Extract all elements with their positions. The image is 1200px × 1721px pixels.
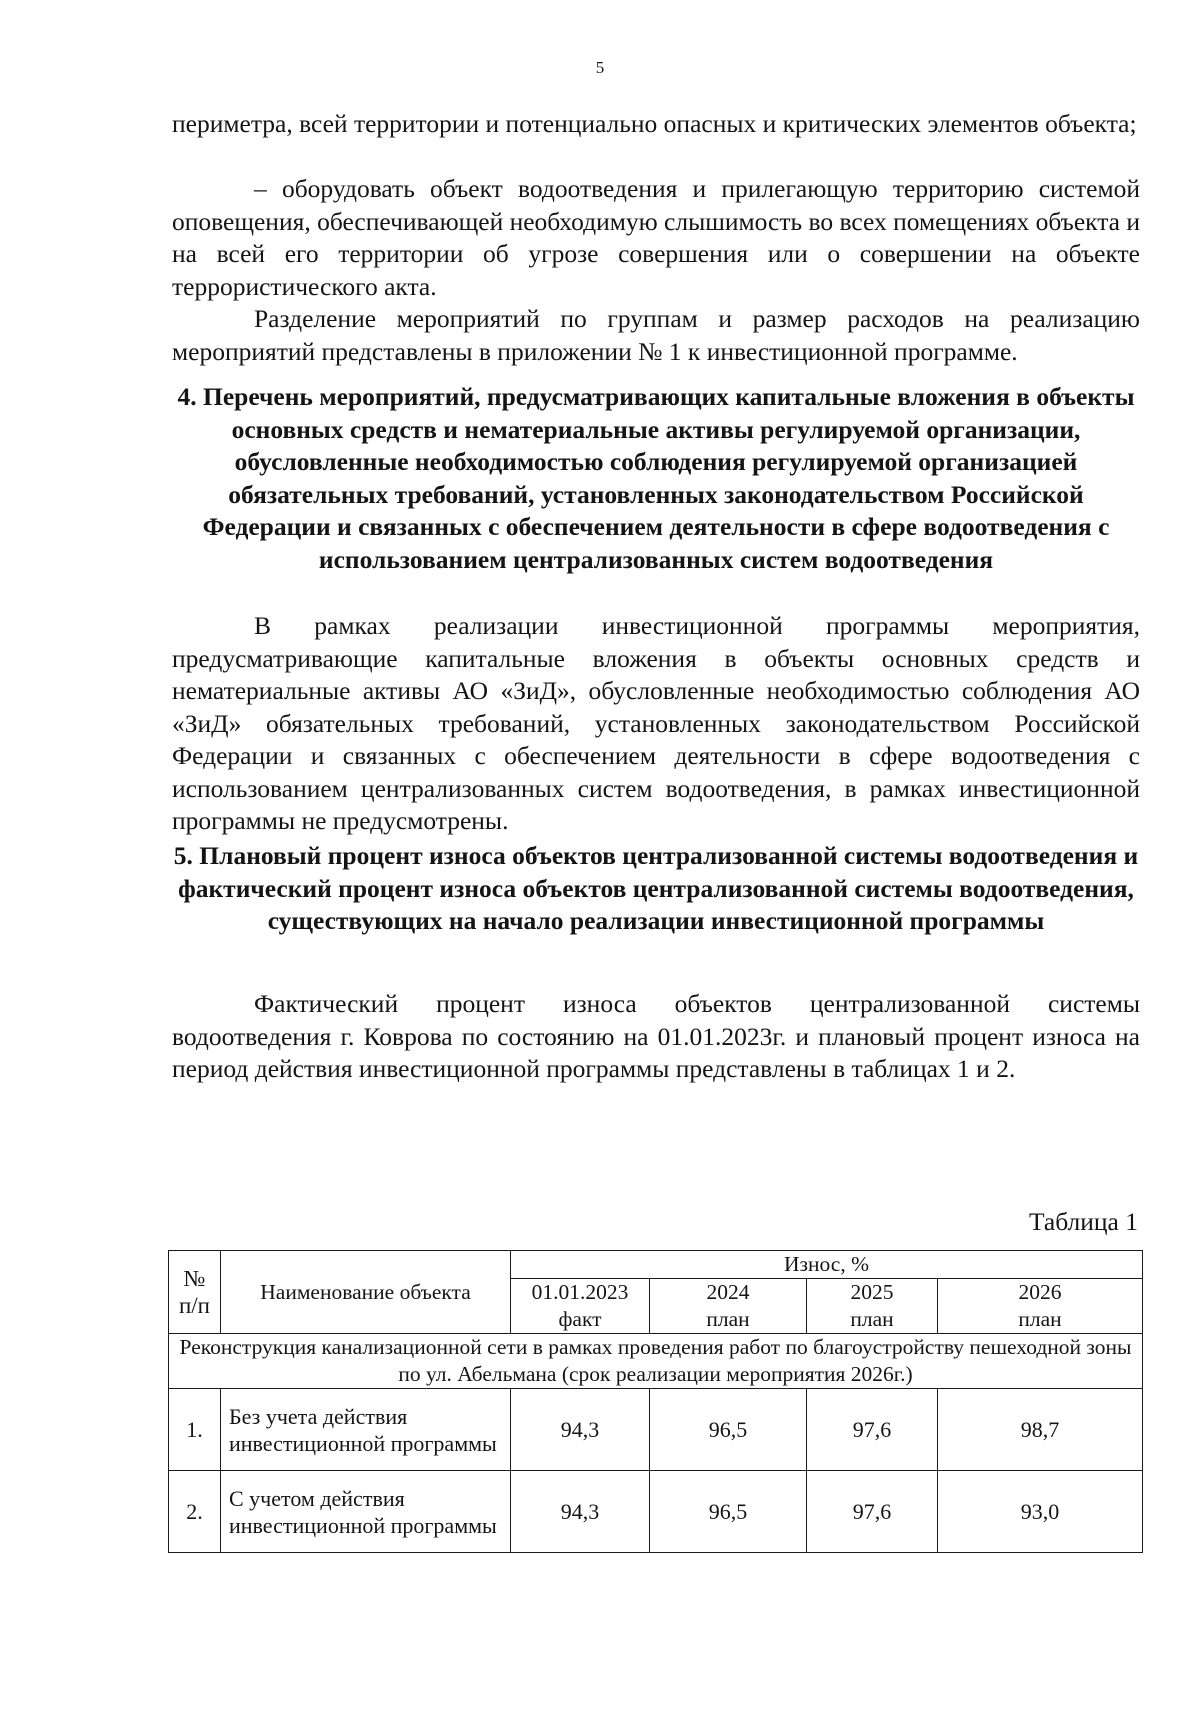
- header-kind: план: [706, 1307, 750, 1331]
- paragraph-perimeter: периметра, всей территории и потенциально опасных и критических элементов объекта;: [172, 109, 1137, 138]
- row-num: 2.: [169, 1471, 221, 1553]
- row-value: 97,6: [807, 1389, 938, 1471]
- header-kind: план: [850, 1307, 894, 1331]
- header-year: 01.01.2023: [531, 1280, 629, 1304]
- section-4-heading: 4. Перечень мероприятий, предусматривающих капитальные вложения в объекты основных средств и нематериальные активы регулируемой организации, обусловленные необходимостью соблюдения регулируемой организацией обязательных требований, установленных законодательством Российской Федерации и связанных с обеспечением деятельности в сфере водоотведения с использованием централизованных систем водоотведения: [177, 382, 1135, 574]
- header-year-cell: [807, 1279, 938, 1334]
- page-number: 5: [595, 58, 605, 77]
- header-year: 2025: [850, 1280, 894, 1304]
- row-value: 94,3: [511, 1389, 650, 1471]
- table-row: [169, 1471, 1143, 1553]
- row-object-name: Без учета действия инвестиционной программы: [221, 1389, 511, 1471]
- header-year: 2026: [1018, 1280, 1062, 1304]
- paragraph-expenses: Разделение мероприятий по группам и размер расходов на реализацию мероприятий представлены в приложении № 1 к инвестиционной программе.: [172, 304, 1140, 366]
- row-value: 96,5: [650, 1389, 807, 1471]
- header-kind: план: [1018, 1307, 1062, 1331]
- header-year-cell: [938, 1279, 1143, 1334]
- header-name: Наименование объекта: [221, 1251, 511, 1334]
- header-year: 2024: [706, 1280, 750, 1304]
- row-object-name: С учетом действия инвестиционной программы: [221, 1471, 511, 1553]
- row-value: 96,5: [650, 1471, 807, 1553]
- table-group-title: Реконструкция канализационной сети в рамках проведения работ по благоустройству пешеходной зоны по ул. Абельмана (срок реализации мероприятия 2026г.): [169, 1334, 1143, 1389]
- header-wear: Износ, %: [511, 1251, 1143, 1279]
- row-num: 1.: [169, 1389, 221, 1471]
- section-5-body: Фактический процент износа объектов централизованной системы водоотведения г. Коврова по состоянию на 01.01.2023г. и плановый процент износа на период действия инвестиционной программы представлены в таблицах 1 и 2.: [172, 989, 1140, 1083]
- row-value: 93,0: [938, 1471, 1143, 1553]
- row-value: 97,6: [807, 1471, 938, 1553]
- row-value: 94,3: [511, 1471, 650, 1553]
- section-4-body: В рамках реализации инвестиционной программы мероприятия, предусматривающие капитальные вложения в объекты основных средств и нематериальные активы АО «ЗиД», обусловленные необходимостью соблюдения АО «ЗиД» обязательных требований, установленных законодательством Российской Федерации и связанных с обеспечением деятельности в сфере водоотведения с использованием централизованных систем водоотведения, в рамках инвестиционной программы не предусмотрены.: [172, 611, 1140, 835]
- row-value: 98,7: [938, 1389, 1143, 1471]
- header-kind: факт: [558, 1307, 602, 1331]
- section-5-heading: 5. Плановый процент износа объектов централизованной системы водоотведения и фактический процент износа объектов централизованной системы водоотведения, существующих на начало реализации инвестиционной программы: [173, 841, 1139, 935]
- header-num: № п/п: [169, 1251, 221, 1334]
- table-row: [169, 1389, 1143, 1471]
- header-year-cell: [511, 1279, 650, 1334]
- paragraph-notification-system: – оборудовать объект водоотведения и прилегающую территорию системой оповещения, обеспечивающей необходимую слышимость во всех помещениях объекта и на всей его территории об угрозе совершения или о совершении на объекте террористического акта.: [172, 174, 1141, 301]
- wear-table: [168, 1250, 1143, 1553]
- table-caption: Таблица 1: [1028, 1207, 1138, 1236]
- header-year-cell: [650, 1279, 807, 1334]
